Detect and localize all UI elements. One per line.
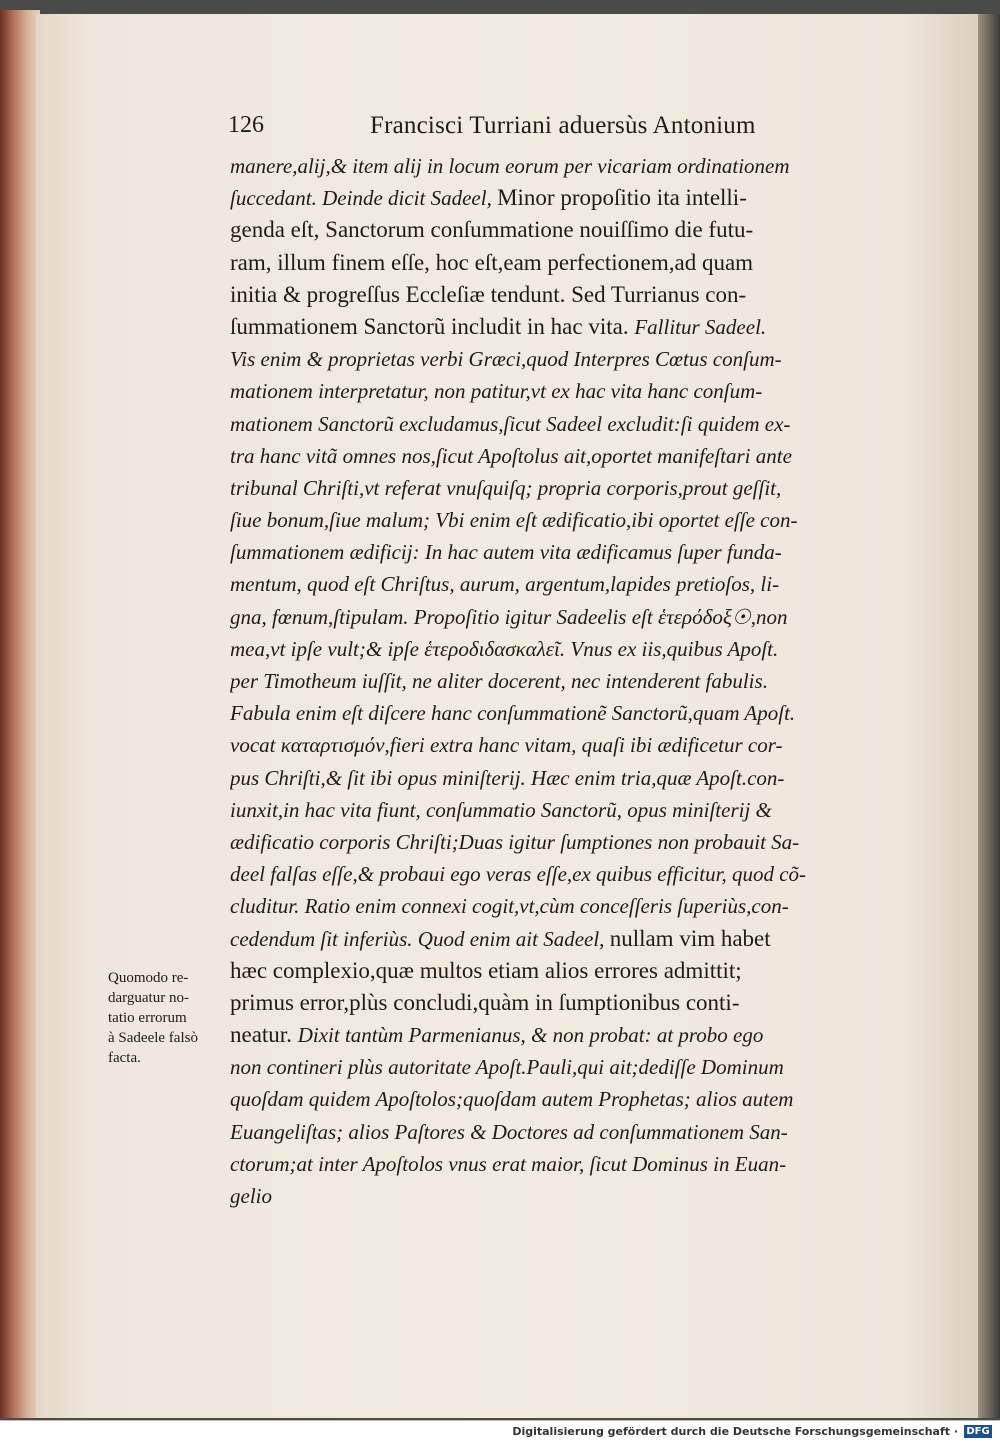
text-line (230, 601, 970, 633)
text-segment: pus Chriſti,& ſit ibi opus miniſterij. Hæc enim tria,quæ Apoſt.con- (230, 765, 785, 790)
text-segment: Vis enim & proprietas verbi Græci,quod Interpres Cœtus conſum- (230, 347, 782, 372)
text-line (230, 375, 970, 407)
text-line (230, 729, 970, 761)
text-segment: mea,vt ipſe vult;& ipſe ἑτεροδιδασκαλεῖ. Vnus ex iis,quibus Apoſt. (230, 636, 779, 661)
margin-note-line: à Sadeele falsò (108, 1030, 198, 1046)
text-segment: quoſdam quidem Apoſtolos;quoſdam autem Prophetas; alios autem (230, 1087, 794, 1112)
text-segment: Fabula enim eſt diſcere hanc conſummationẽ Sanctorũ,quam Apoſt. (230, 701, 796, 726)
text-line (230, 955, 970, 987)
text-segment: Fallitur Sadeel. (634, 314, 767, 339)
margin-note (108, 968, 234, 1068)
text-line (230, 440, 970, 472)
text-segment: ſummationem Sanctorũ includit in hac vita. (230, 313, 635, 339)
text-segment: mationem Sanctorũ excludamus,ſicut Sadeel excludit:ſi quidem ex- (230, 411, 791, 436)
text-segment: cedendum ſit inferiùs. Quod enim ait Sadeel, (230, 926, 610, 951)
text-line (230, 762, 970, 794)
text-segment: iunxit,in hac vita fiunt, conſummatio Sanctorũ, opus miniſterij & (230, 797, 772, 822)
dfg-logo-icon: DFG (964, 1425, 992, 1438)
text-line (230, 987, 970, 1019)
book-edge (0, 10, 40, 1418)
text-line (230, 504, 970, 536)
text-segment: cluditur. Ratio enim connexi cogit,vt,cùm conceſſeris ſuperiùs,con- (230, 894, 789, 919)
text-line (230, 536, 970, 568)
text-segment: gna, fœnum,ſtipulam. Propoſitio igitur Sadeelis eſt ἑτερόδοξ☉,non (230, 604, 788, 629)
text-segment: vocat καταρτισμόν,fieri extra hanc vitam, quaſi ibi ædificetur cor- (230, 733, 783, 758)
text-segment: genda eſt, Sanctorum conſummatione nouiſſimo die futu- (230, 217, 754, 243)
text-segment: primus error,plùs concludi,quàm in ſumptionibus conti- (230, 989, 740, 1015)
text-segment: tribunal Chriſti,vt referat vnuſquiſq; propria corporis,prout geſſit, (230, 475, 782, 500)
text-line (230, 826, 970, 858)
text-line (230, 279, 970, 311)
text-line (230, 697, 970, 729)
text-line (230, 1116, 970, 1148)
text-line (230, 1019, 970, 1051)
running-title: Francisci Turriani aduersùs Antonium (370, 112, 756, 139)
text-segment: non contineri plùs autoritate Apoſt.Pauli,qui ait;dediſſe Dominum (230, 1055, 784, 1080)
text-line (230, 858, 970, 890)
text-line (230, 890, 970, 922)
text-line (230, 150, 970, 182)
text-segment: hæc complexio,quæ multos etiam alios errores admittit; (230, 957, 742, 983)
footer-bar (0, 1420, 1000, 1443)
text-segment: manere,alij,& item alij in locum eorum per vicariam ordinationem (230, 154, 790, 178)
text-line (230, 408, 970, 440)
text-segment: nullam vim habet (609, 925, 771, 951)
text-segment: ram, illum finem eſſe, hoc eſt,eam perfectionem,ad quam (230, 249, 754, 275)
text-line (230, 182, 970, 214)
text-segment: neatur. (230, 1022, 298, 1048)
text-line (230, 1148, 970, 1180)
text-line (230, 343, 970, 375)
text-segment: per Timotheum iuſſit, ne aliter docerent, nec intenderent fabulis. (230, 669, 768, 693)
margin-note-line: darguatur no- (108, 990, 189, 1006)
text-segment: Minor propoſitio ita intelli- (497, 185, 747, 211)
margin-note-line: tatio errorum (108, 1010, 187, 1026)
text-segment: ſuccedant. Deinde dicit Sadeel, (230, 186, 498, 211)
text-segment: Euangeliſtas; alios Paſtores & Doctores ad conſummationem San- (230, 1119, 788, 1144)
text-segment: ctorum;at inter Apoſtolos vnus erat maior, ſicut Dominus in Euan- (230, 1151, 787, 1176)
page-shadow (978, 14, 1000, 1418)
body-text (230, 150, 970, 1212)
text-segment: ſummationem ædificij: In hac autem vita ædificamus ſuper funda- (230, 540, 782, 565)
text-line (230, 923, 970, 955)
text-line (230, 794, 970, 826)
text-segment: gelio (230, 1184, 272, 1208)
text-line (230, 214, 970, 246)
text-line (230, 311, 970, 343)
text-line (230, 1180, 970, 1212)
footer-credit: Digitalisierung gefördert durch die Deutsche Forschungsgemeinschaft · (512, 1425, 958, 1438)
text-line (230, 633, 970, 665)
text-line (230, 568, 970, 600)
text-line (230, 1051, 970, 1083)
margin-note-line: facta. (108, 1050, 141, 1066)
text-line (230, 1083, 970, 1115)
text-segment: mationem interpretatur, non patitur,vt ex hac vita hanc conſum- (230, 379, 763, 404)
text-segment: mentum, quod eſt Chriſtus, aurum, argentum,lapides pretioſos, li- (230, 572, 780, 597)
text-segment: ædificatio corporis Chriſti;Duas igitur ſumptiones non probauit Sa- (230, 829, 800, 854)
text-line (230, 665, 970, 697)
text-segment: tra hanc vitã omnes nos,ſicut Apoſtolus ait,oportet manifeſtari ante (230, 443, 792, 468)
text-line (230, 247, 970, 279)
margin-note-line: Quomodo re- (108, 970, 189, 986)
text-segment: Dixit tantùm Parmenianus, & non probat: at probo ego (297, 1023, 764, 1048)
page-number: 126 (228, 112, 264, 138)
text-line (230, 472, 970, 504)
text-segment: ſiue bonum,ſiue malum; Vbi enim eſt ædificatio,ibi oportet eſſe con- (230, 508, 798, 533)
text-segment: initia & progreſſus Eccleſiæ tendunt. Sed Turrianus con- (230, 281, 747, 307)
page-header (228, 112, 968, 146)
text-segment: deel falſas eſſe,& probaui ego veras eſſe,ex quibus efficitur, quod cõ- (230, 862, 807, 887)
